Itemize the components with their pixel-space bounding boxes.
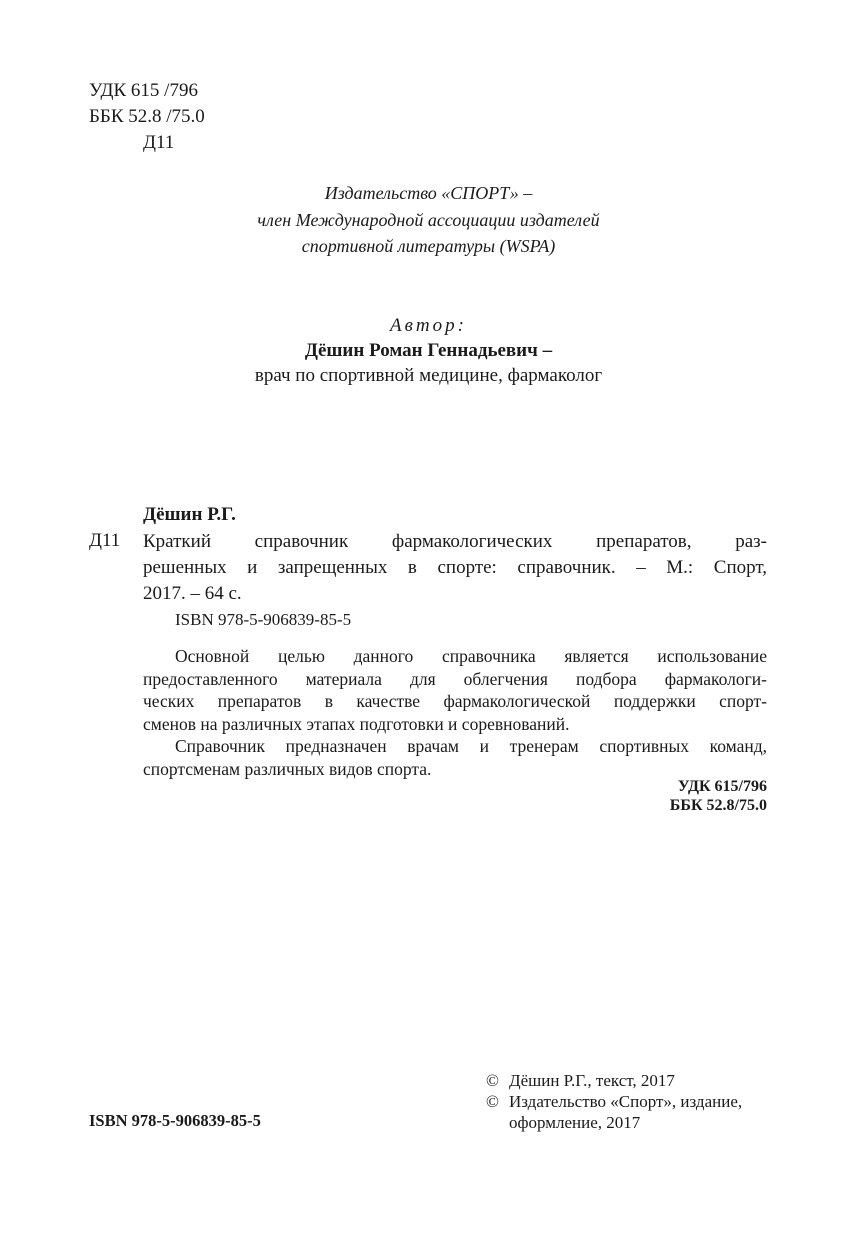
copyright-row (486, 1091, 742, 1112)
copyright-icon: © (486, 1092, 499, 1111)
bbk-code-right: ББК 52.8/75.0 (669, 797, 767, 814)
annotation-line: ческих препаратов в качестве фармакологической поддержки спорт- (143, 691, 767, 711)
annotation-line: Основной целью данного справочника является использование (175, 646, 767, 666)
annotation-line: спортсменам различных видов спорта. (143, 758, 432, 779)
udk-code-right: УДК 615/796 (677, 778, 767, 795)
bib-description-line: 2017. – 64 с. (143, 583, 242, 604)
bib-code: Д11 (89, 530, 121, 551)
publisher-line: член Международной ассоциации издателей (257, 209, 600, 230)
author-name: Дёшин Роман Геннадьевич – (304, 340, 553, 361)
author-label: Автор: (390, 315, 467, 336)
annotation-line: сменов на различных этапах подготовки и соревнований. (143, 713, 570, 734)
copyright-line: Издательство «Спорт», издание, (509, 1092, 743, 1111)
bbk-code: ББК 52.8 /75.0 (89, 106, 205, 127)
publisher-line: спортивной литературы (WSPA) (301, 236, 556, 256)
bib-description-line: решенных и запрещенных в спорте: справочник. – М.: Спорт, (143, 557, 767, 578)
publisher-statement (0, 180, 857, 260)
copyright-row (486, 1112, 742, 1133)
copyright-line: Дёшин Р.Г., текст, 2017 (509, 1071, 675, 1090)
author-mark: Д11 (143, 132, 175, 153)
copyright-line: оформление, 2017 (509, 1113, 641, 1132)
annotation-line: Справочник предназначен врачам и тренерам спортивных команд, (175, 736, 767, 756)
udk-code: УДК 615 /796 (89, 80, 198, 101)
author-block (0, 313, 857, 388)
publisher-line: Издательство «СПОРТ» – (324, 183, 533, 203)
bib-description-line: Краткий справочник фармакологических препаратов, раз- (143, 531, 767, 552)
annotation (143, 645, 767, 780)
copyright-icon: © (486, 1071, 499, 1090)
bib-author-heading: Дёшин Р.Г. (143, 504, 236, 525)
copyright-block (486, 1070, 742, 1133)
annotation-line: предоставленного материала для облегчения подбора фармакологи- (143, 668, 767, 689)
bib-isbn: ISBN 978-5-906839-85-5 (175, 610, 352, 629)
classification-right (670, 777, 767, 815)
copyright-row (486, 1070, 742, 1091)
bib-description (143, 529, 767, 607)
author-description: врач по спортивной медицине, фармаколог (254, 365, 603, 386)
isbn-bottom: ISBN 978-5-906839-85-5 (89, 1111, 261, 1130)
